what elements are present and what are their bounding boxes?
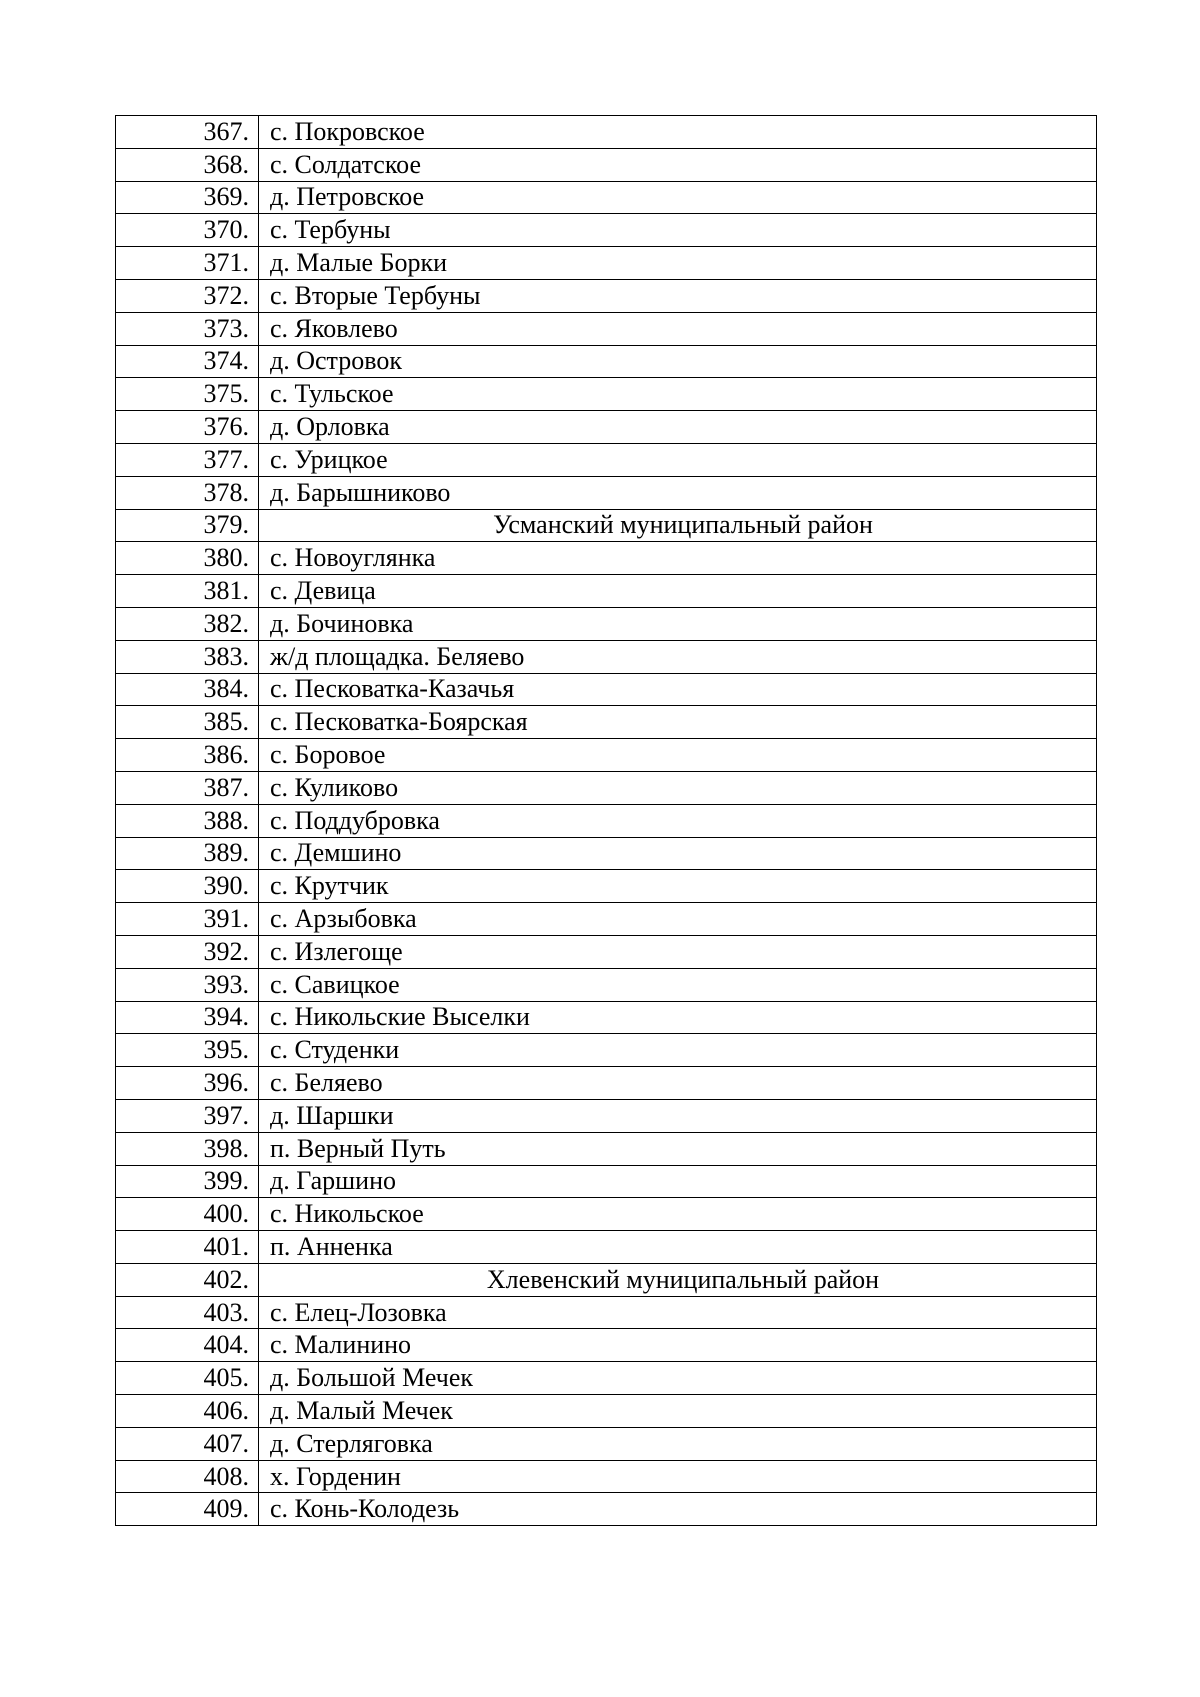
row-number: 383. <box>116 640 259 673</box>
settlement-name: с. Тербуны <box>259 214 1097 247</box>
settlement-name: д. Орловка <box>259 411 1097 444</box>
row-number: 387. <box>116 771 259 804</box>
district-name: Хлевенский муниципальный район <box>259 1263 1097 1296</box>
settlement-name: д. Островок <box>259 345 1097 378</box>
row-number: 377. <box>116 443 259 476</box>
settlements-table <box>115 115 1097 1526</box>
row-number: 385. <box>116 706 259 739</box>
table-row <box>116 443 1097 476</box>
table-row <box>116 1001 1097 1034</box>
table-row <box>116 1198 1097 1231</box>
table-row <box>116 1460 1097 1493</box>
settlement-name: с. Песковатка-Боярская <box>259 706 1097 739</box>
row-number: 409. <box>116 1493 259 1526</box>
district-header-row <box>116 509 1097 542</box>
row-number: 396. <box>116 1067 259 1100</box>
settlement-name: д. Барышниково <box>259 476 1097 509</box>
district-header-row <box>116 1263 1097 1296</box>
row-number: 406. <box>116 1395 259 1428</box>
table-row <box>116 903 1097 936</box>
table-row <box>116 673 1097 706</box>
row-number: 374. <box>116 345 259 378</box>
settlement-name: с. Урицкое <box>259 443 1097 476</box>
table-row <box>116 1132 1097 1165</box>
row-number: 368. <box>116 148 259 181</box>
table-row <box>116 607 1097 640</box>
row-number: 390. <box>116 870 259 903</box>
table-row <box>116 1296 1097 1329</box>
settlement-name: д. Большой Мечек <box>259 1362 1097 1395</box>
row-number: 367. <box>116 116 259 149</box>
settlement-name: х. Горденин <box>259 1460 1097 1493</box>
settlement-name: с. Елец-Лозовка <box>259 1296 1097 1329</box>
settlement-name: с. Боровое <box>259 739 1097 772</box>
row-number: 379. <box>116 509 259 542</box>
row-number: 399. <box>116 1165 259 1198</box>
settlement-name: с. Излегоще <box>259 935 1097 968</box>
table-row <box>116 1395 1097 1428</box>
row-number: 395. <box>116 1034 259 1067</box>
table-row <box>116 640 1097 673</box>
settlement-name: д. Малые Борки <box>259 247 1097 280</box>
table-row <box>116 804 1097 837</box>
table-row <box>116 476 1097 509</box>
row-number: 369. <box>116 181 259 214</box>
row-number: 400. <box>116 1198 259 1231</box>
district-name: Усманский муниципальный район <box>259 509 1097 542</box>
row-number: 403. <box>116 1296 259 1329</box>
table-row <box>116 148 1097 181</box>
table-row <box>116 739 1097 772</box>
row-number: 375. <box>116 378 259 411</box>
settlement-name: д. Петровское <box>259 181 1097 214</box>
table-row <box>116 935 1097 968</box>
settlement-name: с. Никольские Выселки <box>259 1001 1097 1034</box>
settlement-name: д. Бочиновка <box>259 607 1097 640</box>
row-number: 371. <box>116 247 259 280</box>
row-number: 376. <box>116 411 259 444</box>
row-number: 380. <box>116 542 259 575</box>
table-row <box>116 378 1097 411</box>
settlement-name: с. Конь-Колодезь <box>259 1493 1097 1526</box>
settlement-name: д. Стерляговка <box>259 1427 1097 1460</box>
table-row <box>116 1231 1097 1264</box>
settlement-name: с. Куликово <box>259 771 1097 804</box>
settlement-name: с. Никольское <box>259 1198 1097 1231</box>
row-number: 386. <box>116 739 259 772</box>
settlement-name: с. Студенки <box>259 1034 1097 1067</box>
row-number: 388. <box>116 804 259 837</box>
table-row <box>116 1329 1097 1362</box>
table-row <box>116 968 1097 1001</box>
settlement-name: с. Тульское <box>259 378 1097 411</box>
row-number: 391. <box>116 903 259 936</box>
table-row <box>116 1099 1097 1132</box>
row-number: 401. <box>116 1231 259 1264</box>
settlement-name: с. Савицкое <box>259 968 1097 1001</box>
settlement-name: с. Арзыбовка <box>259 903 1097 936</box>
settlement-name: с. Яковлево <box>259 312 1097 345</box>
table-row <box>116 837 1097 870</box>
table-row <box>116 411 1097 444</box>
row-number: 405. <box>116 1362 259 1395</box>
table-row <box>116 279 1097 312</box>
row-number: 393. <box>116 968 259 1001</box>
row-number: 408. <box>116 1460 259 1493</box>
settlement-name: с. Беляево <box>259 1067 1097 1100</box>
row-number: 398. <box>116 1132 259 1165</box>
row-number: 373. <box>116 312 259 345</box>
table-row <box>116 575 1097 608</box>
table-row <box>116 214 1097 247</box>
settlement-name: с. Новоуглянка <box>259 542 1097 575</box>
settlement-name: д. Гаршино <box>259 1165 1097 1198</box>
settlement-name: ж/д площадка. Беляево <box>259 640 1097 673</box>
row-number: 381. <box>116 575 259 608</box>
settlement-name: с. Песковатка-Казачья <box>259 673 1097 706</box>
row-number: 404. <box>116 1329 259 1362</box>
settlement-name: п. Анненка <box>259 1231 1097 1264</box>
row-number: 378. <box>116 476 259 509</box>
settlement-name: с. Вторые Тербуны <box>259 279 1097 312</box>
settlement-name: с. Крутчик <box>259 870 1097 903</box>
settlement-name: с. Демшино <box>259 837 1097 870</box>
table-row <box>116 345 1097 378</box>
table-row <box>116 1034 1097 1067</box>
table-row <box>116 116 1097 149</box>
table-row <box>116 1362 1097 1395</box>
row-number: 384. <box>116 673 259 706</box>
settlement-name: с. Малинино <box>259 1329 1097 1362</box>
table-row <box>116 771 1097 804</box>
row-number: 370. <box>116 214 259 247</box>
row-number: 382. <box>116 607 259 640</box>
table-row <box>116 181 1097 214</box>
table-row <box>116 706 1097 739</box>
row-number: 397. <box>116 1099 259 1132</box>
table-row <box>116 542 1097 575</box>
settlement-name: с. Покровское <box>259 116 1097 149</box>
settlement-name: с. Девица <box>259 575 1097 608</box>
table-row <box>116 312 1097 345</box>
settlement-name: п. Верный Путь <box>259 1132 1097 1165</box>
table-row <box>116 1067 1097 1100</box>
table-row <box>116 247 1097 280</box>
table-row <box>116 1165 1097 1198</box>
settlement-name: д. Шаршки <box>259 1099 1097 1132</box>
row-number: 394. <box>116 1001 259 1034</box>
settlements-table-body <box>116 116 1097 1526</box>
settlement-name: д. Малый Мечек <box>259 1395 1097 1428</box>
row-number: 389. <box>116 837 259 870</box>
table-row <box>116 1493 1097 1526</box>
table-row <box>116 870 1097 903</box>
row-number: 402. <box>116 1263 259 1296</box>
table-row <box>116 1427 1097 1460</box>
row-number: 407. <box>116 1427 259 1460</box>
row-number: 392. <box>116 935 259 968</box>
settlement-name: с. Солдатское <box>259 148 1097 181</box>
row-number: 372. <box>116 279 259 312</box>
settlement-name: с. Поддубровка <box>259 804 1097 837</box>
